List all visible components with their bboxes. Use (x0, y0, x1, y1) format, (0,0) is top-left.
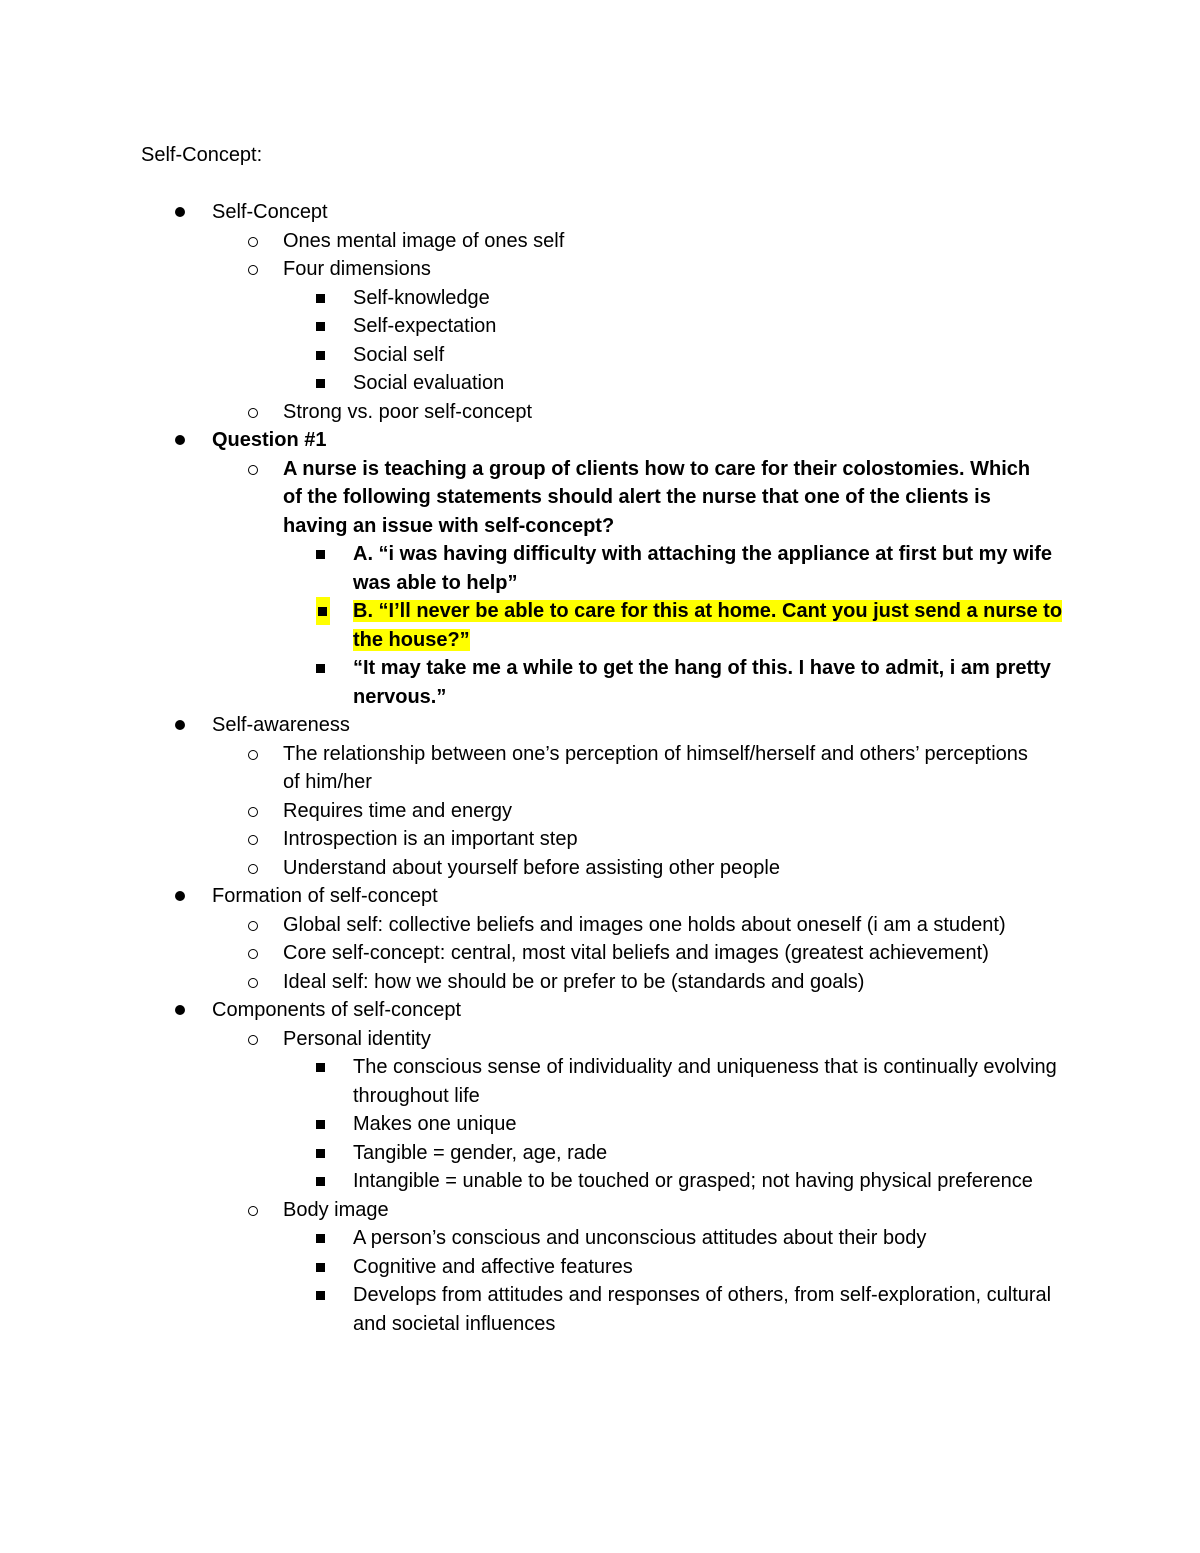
list-item-level-3 (0, 369, 1200, 398)
list-item-level-3 (0, 312, 1200, 341)
list-item-text: Understand about yourself before assisting other people (283, 856, 780, 879)
list-item-text: Self-knowledge (353, 286, 490, 309)
list-item-text: Self-expectation (353, 315, 497, 337)
list-item-text: Makes one unique (353, 1113, 517, 1135)
list-item-level-3 (0, 1224, 1200, 1253)
list-item-level-2 (0, 455, 1200, 541)
list-item-text: Global self: collective beliefs and images one holds about oneself (i am a student) (283, 913, 1006, 936)
list-item-level-2 (0, 939, 1200, 968)
list-item-level-1 (0, 882, 1200, 911)
highlighted-answer-text: B. “I’ll never be able to care for this at home. Cant you just send a nurse to the house?” (353, 600, 1063, 651)
list-item-level-3 (0, 1110, 1200, 1139)
list-item-level-3 (0, 597, 1200, 654)
list-item-text: A person’s conscious and unconscious attitudes about their body (353, 1227, 927, 1249)
list-item-text (353, 597, 1068, 654)
list-item-text: Question #1 (212, 429, 327, 451)
list-item-text: Social self (353, 343, 445, 366)
list-item-text: Body image (283, 1198, 389, 1221)
list-item-level-2 (0, 398, 1200, 427)
list-item-text: A. “i was having difficulty with attaching the appliance at first but my wife was able to help” (353, 543, 1052, 594)
list-item-text: “It may take me a while to get the hang of this. I have to admit, i am pretty nervous.” (353, 657, 1051, 708)
list-item-level-3 (0, 341, 1200, 370)
list-item-text: The relationship between one’s perception of himself/herself and others’ perceptions of him/her (283, 742, 1028, 793)
list-item-level-2 (0, 740, 1200, 797)
list-item-text: The conscious sense of individuality and uniqueness that is continually evolving throughout life (353, 1056, 1057, 1107)
list-item-text: Self-Concept (212, 201, 328, 223)
list-item-text: Four dimensions (283, 258, 431, 280)
list-item-text: Ideal self: how we should be or prefer to be (standards and goals) (283, 970, 865, 993)
list-item-level-2 (0, 1025, 1200, 1054)
list-item-text: Introspection is an important step (283, 828, 578, 850)
list-item-level-1 (0, 198, 1200, 227)
list-item-level-2 (0, 797, 1200, 826)
list-item-text: Formation of self-concept (212, 885, 438, 907)
list-item-level-3 (0, 1053, 1200, 1110)
list-item-level-3 (0, 284, 1200, 313)
list-item-level-1 (0, 711, 1200, 740)
list-item-level-2 (0, 227, 1200, 256)
list-item-level-2 (0, 255, 1200, 284)
list-item-level-3 (0, 1139, 1200, 1168)
list-item-text: Tangible = gender, age, rade (353, 1141, 608, 1164)
list-item-level-3 (0, 654, 1200, 711)
list-item-level-1 (0, 426, 1200, 455)
list-item-text: A nurse is teaching a group of clients how to care for their colostomies. Which of the following statements should alert the nurse that one of the clients is having an issue with self-concept? (283, 457, 1031, 537)
list-item-level-3 (0, 1253, 1200, 1282)
document-title: Self-Concept: (141, 144, 263, 166)
bullet-square-icon (316, 597, 330, 625)
list-item-text: Core self-concept: central, most vital beliefs and images (greatest achievement) (283, 942, 989, 964)
list-item-text: Strong vs. poor self-concept (283, 400, 533, 423)
list-item-level-2 (0, 1196, 1200, 1225)
list-item-level-2 (0, 911, 1200, 940)
list-item-level-2 (0, 854, 1200, 883)
list-item-text: Social evaluation (353, 372, 505, 394)
list-item-text: Self-awareness (212, 714, 350, 736)
list-item-level-2 (0, 968, 1200, 997)
list-item-level-1 (0, 996, 1200, 1025)
outline-list (0, 198, 1200, 1338)
list-item-text: Intangible = unable to be touched or grasped; not having physical preference (353, 1170, 1033, 1192)
list-item-text: Cognitive and affective features (353, 1255, 633, 1278)
list-item-text: Develops from attitudes and responses of others, from self-exploration, cultural and societal influences (353, 1284, 1052, 1335)
list-item-text: Personal identity (283, 1027, 431, 1050)
list-item-level-3 (0, 1167, 1200, 1196)
list-item-text: Components of self-concept (212, 999, 462, 1021)
list-item-level-3 (0, 1281, 1200, 1338)
list-item-text: Ones mental image of ones self (283, 229, 565, 252)
list-item-level-2 (0, 825, 1200, 854)
list-item-level-3 (0, 540, 1200, 597)
list-item-text: Requires time and energy (283, 799, 513, 822)
